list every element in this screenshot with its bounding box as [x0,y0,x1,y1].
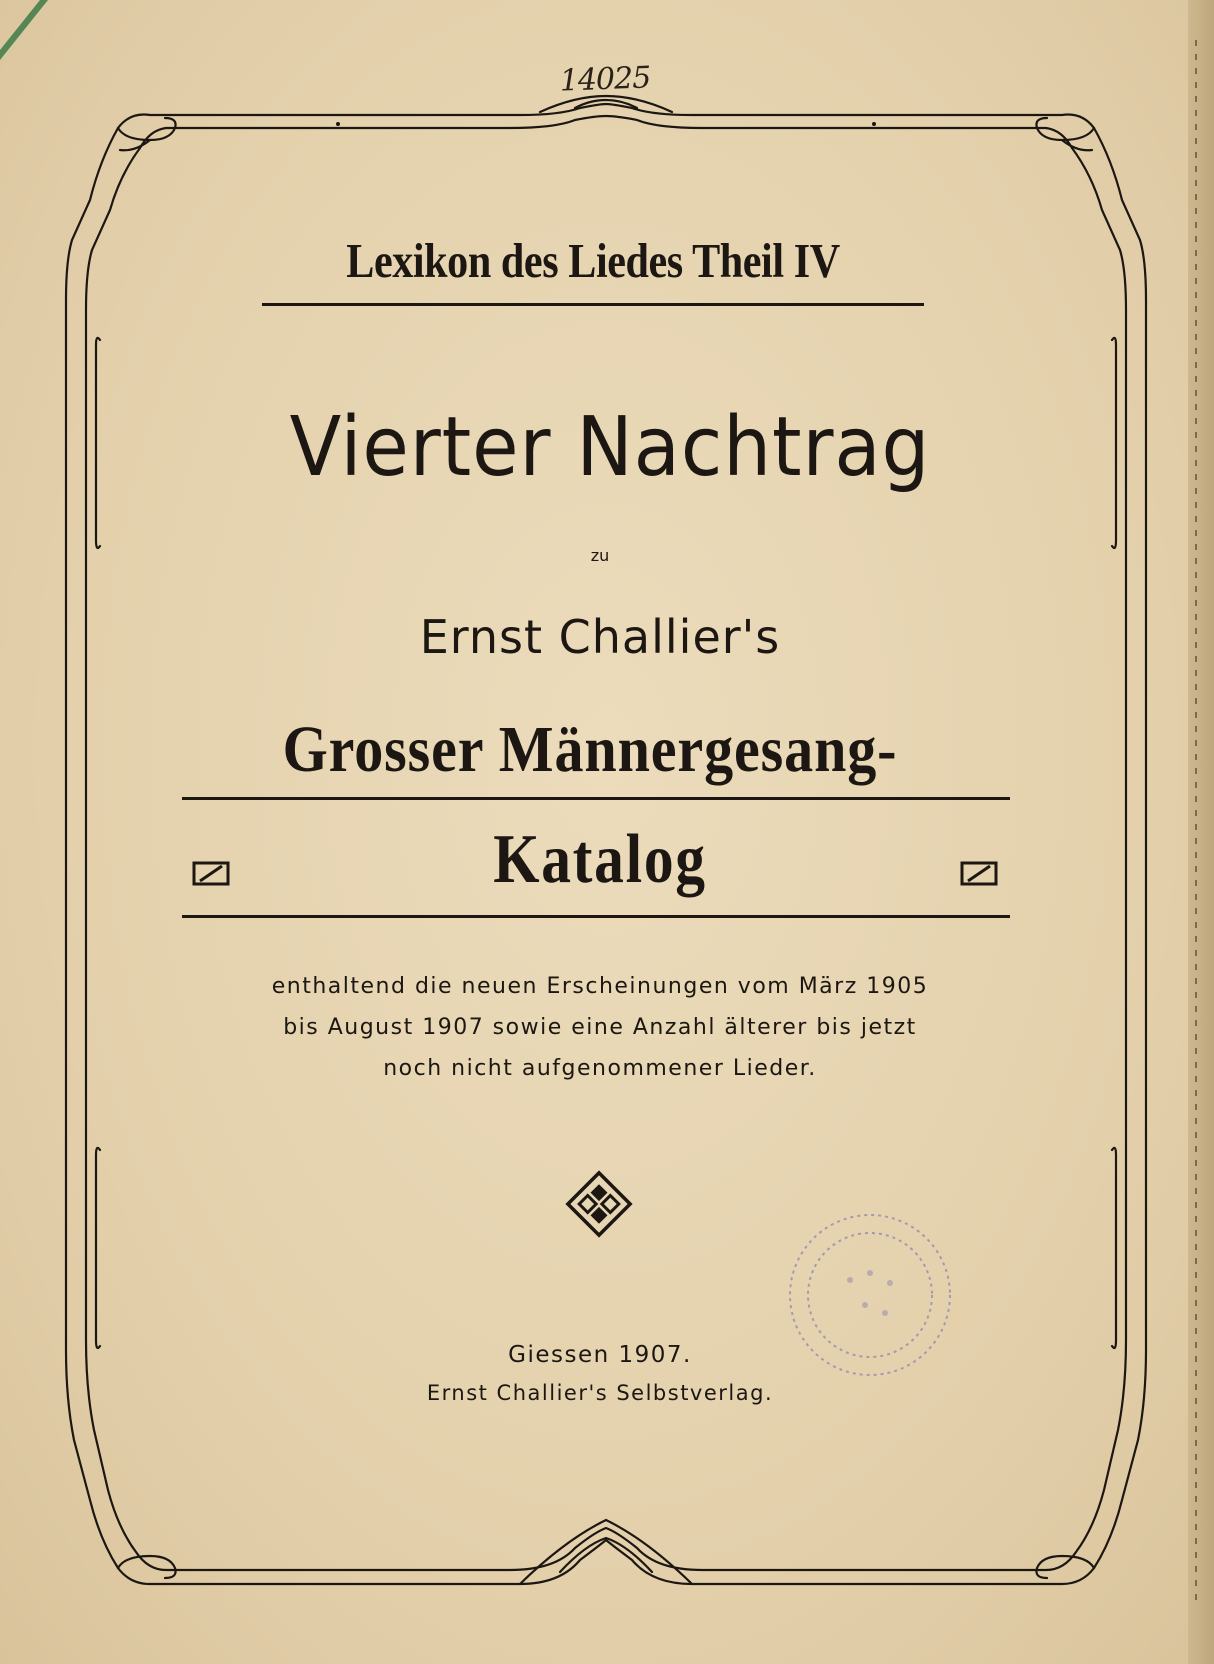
series-title-rule [262,303,924,306]
description-line: enthaltend die neuen Erscheinungen vom März 1905 [271,974,929,999]
description-line: bis August 1907 sowie eine Anzahl älterer bis jetzt [283,1015,917,1040]
connector-word: zu [590,546,610,565]
description [200,966,1000,1089]
fleuron-icon [563,1168,635,1240]
catalog-word-rule [182,915,1010,918]
series-title: Lexikon des Liedes Theil IV [346,233,840,288]
handwritten-catalog-number: 14025 [559,60,651,99]
catalog-word: Katalog [493,821,707,898]
imprint [350,1336,850,1412]
description-line: noch nicht aufgenommener Lieder. [383,1056,817,1081]
catalog-title: Grosser Männergesang- [282,713,898,786]
box-ornament-icon [192,860,232,888]
main-title: Vierter Nachtrag [289,400,931,495]
imprint-publisher: Ernst Challier's Selbstverlag. [426,1381,774,1405]
imprint-place: Giessen 1907. [508,1342,692,1368]
box-ornament-icon [960,860,1000,888]
catalog-title-rule [182,797,1010,800]
author-line: Ernst Challier's [419,610,781,664]
